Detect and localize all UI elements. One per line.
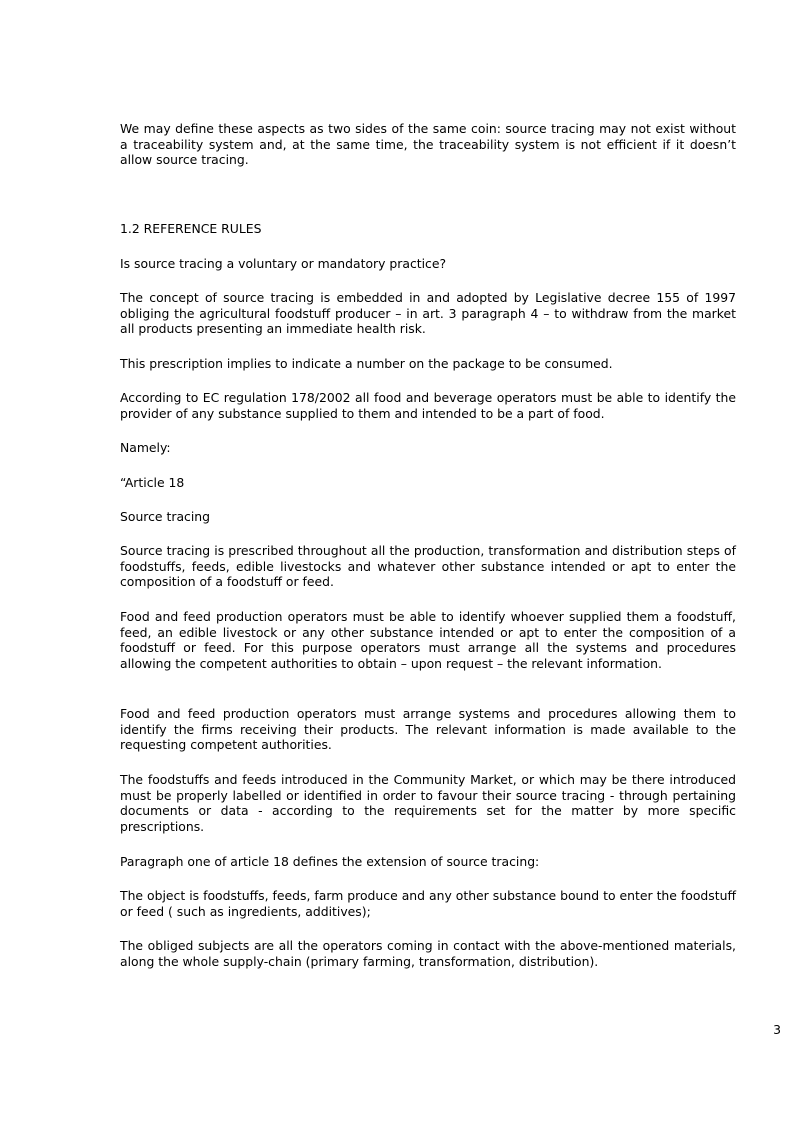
article-paragraph-4: The foodstuffs and feeds introduced in the Community Market, or which may be there introduced must be properly labelled or identified in order to favour their source tracing - through pertaining documents or data - according to the requirements set for the matter by more specific prescriptions. xyxy=(120,772,736,835)
article-paragraph-2: Food and feed production operators must be able to identify whoever supplied them a foodstuff, feed, an edible livestock or any other substance intended or apt to enter the composition of a foodstuff or feed. For this purpose operators must arrange all the systems and procedures allowing the competent authorities to obtain – upon request – the relevant information. xyxy=(120,609,736,672)
ec-regulation-paragraph: According to EC regulation 178/2002 all food and beverage operators must be able to identify the provider of any substance supplied to them and intended to be a part of food. xyxy=(120,390,736,421)
question-paragraph: Is source tracing a voluntary or mandatory practice? xyxy=(120,256,447,271)
page-number: 3 xyxy=(773,1022,781,1037)
intro-paragraph: We may define these aspects as two sides of the same coin: source tracing may not exist without a traceability system and, at the same time, the traceability system is not efficient if it doesn’t allow source tracing. xyxy=(120,121,736,168)
extension-paragraph: Paragraph one of article 18 defines the extension of source tracing: xyxy=(120,854,540,869)
object-paragraph: The object is foodstuffs, feeds, farm produce and any other substance bound to enter the foodstuff or feed ( such as ingredients, additives); xyxy=(120,888,736,919)
prescription-paragraph: This prescription implies to indicate a number on the package to be consumed. xyxy=(120,356,613,371)
article-subheading: Source tracing xyxy=(120,509,211,524)
obliged-subjects-paragraph: The obliged subjects are all the operators coming in contact with the above-mentioned materials, along the whole supply-chain (primary farming, transformation, distribution). xyxy=(120,938,736,969)
namely-paragraph: Namely: xyxy=(120,440,171,455)
legislative-decree-paragraph: The concept of source tracing is embedded in and adopted by Legislative decree 155 of 1997 obliging the agricultural foodstuff producer – in art. 3 paragraph 4 – to withdraw from the market all products presenting an immediate health risk. xyxy=(120,290,736,337)
article-paragraph-1: Source tracing is prescribed throughout all the production, transformation and distribution steps of foodstuffs, feeds, edible livestocks and whatever other substance intended or apt to enter the composition of a foodstuff or feed. xyxy=(120,543,736,590)
section-heading: 1.2 REFERENCE RULES xyxy=(120,221,262,236)
article-heading: “Article 18 xyxy=(120,475,185,490)
article-paragraph-3: Food and feed production operators must arrange systems and procedures allowing them to identify the firms receiving their products. The relevant information is made available to the requesting competent authorities. xyxy=(120,706,736,753)
